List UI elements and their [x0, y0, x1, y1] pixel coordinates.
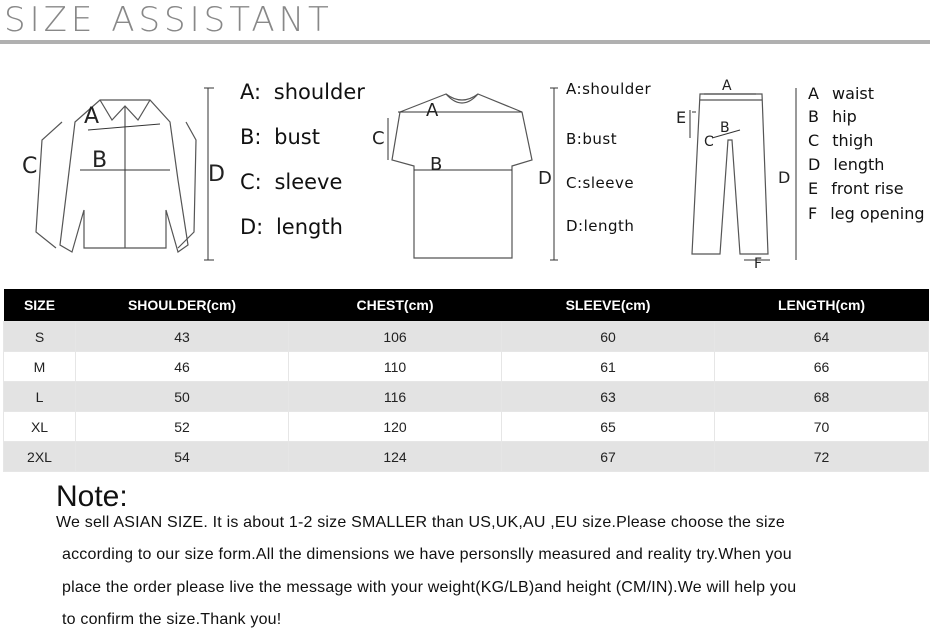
legend-text: shoulder: [273, 80, 365, 104]
pants-letter-f: F: [754, 256, 763, 272]
legend-key: B:: [240, 125, 262, 149]
length-cell: 72: [715, 442, 929, 472]
pants-outline: [692, 94, 768, 254]
shoulder-cell: 43: [76, 322, 289, 352]
legend-key: B: [808, 107, 819, 126]
jacket-letter-c: C: [22, 154, 38, 179]
legend-key: D: [808, 155, 821, 174]
jacket-legend-item: [240, 80, 365, 104]
page-title: SIZE ASSISTANT: [4, 0, 333, 40]
shoulder-cell: 54: [76, 442, 289, 472]
sleeve-cell: 63: [502, 382, 715, 412]
legend-key: B:: [566, 130, 583, 148]
legend-key: F: [808, 204, 818, 223]
pants-letter-e: E: [676, 108, 687, 127]
size-cell: S: [4, 322, 76, 352]
tshirt-drawing: [392, 94, 532, 258]
size-chart-table: [3, 289, 929, 472]
legend-text: sleeve: [582, 174, 635, 192]
shoulder-cell: 52: [76, 412, 289, 442]
pants-letter-b: B: [720, 120, 730, 136]
chest-cell: 124: [289, 442, 502, 472]
sleeve-cell: 60: [502, 322, 715, 352]
legend-text: leg opening: [830, 204, 925, 223]
column-header-sleeve: SLEEVE(cm): [502, 289, 715, 322]
legend-text: hip: [832, 107, 857, 126]
table-row: [4, 322, 929, 352]
pants-legend-item: [808, 131, 873, 150]
size-cell: 2XL: [4, 442, 76, 472]
size-cell: XL: [4, 412, 76, 442]
legend-key: A:: [240, 80, 262, 104]
jacket-measure-lines: [80, 88, 214, 260]
tshirt-letter-d: D: [538, 168, 552, 189]
length-cell: 66: [715, 352, 929, 382]
tshirt-outline: [392, 94, 532, 258]
legend-key: C:: [240, 170, 262, 194]
pants-legend-item: [808, 107, 857, 126]
legend-text: thigh: [832, 131, 874, 150]
tshirt-letter-c: C: [372, 128, 385, 149]
shoulder-cell: 46: [76, 352, 289, 382]
tshirt-legend-item: [566, 80, 651, 98]
legend-text: length: [275, 215, 343, 239]
legend-text: length: [833, 155, 885, 174]
table-header-row: [4, 289, 929, 322]
length-cell: 68: [715, 382, 929, 412]
jacket-right-sleeve: [178, 122, 196, 248]
tshirt-legend-item: [566, 217, 634, 235]
tshirt-legend-item: [566, 130, 617, 148]
measurement-diagrams: [0, 60, 930, 280]
pants-legend-item: [808, 179, 904, 198]
pants-legend-item: [808, 155, 884, 174]
note-line: according to our size form.All the dimensions we have personslly measured and reality try.When you: [62, 546, 792, 563]
note-line: to confirm the size.Thank you!: [62, 611, 282, 628]
legend-text: sleeve: [274, 170, 343, 194]
pants-drawing: [692, 94, 768, 254]
garment-drawings: [0, 60, 930, 280]
legend-text: bust: [274, 125, 320, 149]
table-row: [4, 412, 929, 442]
jacket-letter-a: A: [84, 104, 100, 129]
jacket-legend-item: [240, 125, 320, 149]
length-cell: 70: [715, 412, 929, 442]
legend-key: D:: [240, 215, 264, 239]
jacket-outline: [60, 100, 188, 252]
jacket-drawing: [36, 100, 196, 252]
column-header-length: LENGTH(cm): [715, 289, 929, 322]
length-cell: 64: [715, 322, 929, 352]
jacket-letter-d: D: [208, 162, 225, 187]
chest-cell: 120: [289, 412, 502, 442]
size-cell: M: [4, 352, 76, 382]
tshirt-neckline: [446, 94, 478, 103]
tshirt-legend-item: [566, 174, 634, 192]
pants-letter-c: C: [704, 134, 714, 150]
column-header-size: SIZE: [4, 289, 76, 322]
pants-legend-item: [808, 84, 874, 103]
note-line: We sell ASIAN SIZE. It is about 1-2 size SMALLER than US,UK,AU ,EU size.Please choose the size: [56, 514, 786, 531]
jacket-legend-item: [240, 170, 342, 194]
jacket-legend-item: [240, 215, 343, 239]
table-row: [4, 442, 929, 472]
tshirt-letter-a: A: [426, 100, 439, 121]
sleeve-cell: 61: [502, 352, 715, 382]
legend-text: shoulder: [582, 80, 652, 98]
legend-text: length: [583, 217, 635, 235]
sleeve-cell: 65: [502, 412, 715, 442]
note-heading: Note:: [56, 480, 128, 513]
pants-legend-item: [808, 204, 925, 223]
pants-letter-d: D: [778, 168, 791, 187]
legend-text: waist: [832, 84, 874, 103]
legend-key: A: [808, 84, 819, 103]
shoulder-cell: 50: [76, 382, 289, 412]
chest-cell: 110: [289, 352, 502, 382]
legend-key: D:: [566, 217, 584, 235]
legend-key: A:: [566, 80, 583, 98]
legend-text: bust: [582, 130, 618, 148]
jacket-left-sleeve: [36, 122, 62, 248]
legend-key: E: [808, 179, 819, 198]
table-row: [4, 352, 929, 382]
title-divider: [0, 40, 930, 44]
pants-letter-a: A: [722, 78, 732, 94]
legend-text: front rise: [831, 179, 904, 198]
sleeve-cell: 67: [502, 442, 715, 472]
note-line: place the order please live the message with your weight(KG/LB)and height (CM/IN).We will help you: [62, 579, 797, 596]
tshirt-letter-b: B: [430, 154, 443, 175]
jacket-letter-b: B: [92, 148, 108, 173]
chest-cell: 116: [289, 382, 502, 412]
table-row: [4, 382, 929, 412]
size-cell: L: [4, 382, 76, 412]
column-header-chest: CHEST(cm): [289, 289, 502, 322]
legend-key: C:: [566, 174, 583, 192]
column-header-shoulder: SHOULDER(cm): [76, 289, 289, 322]
legend-key: C: [808, 131, 820, 150]
chest-cell: 106: [289, 322, 502, 352]
